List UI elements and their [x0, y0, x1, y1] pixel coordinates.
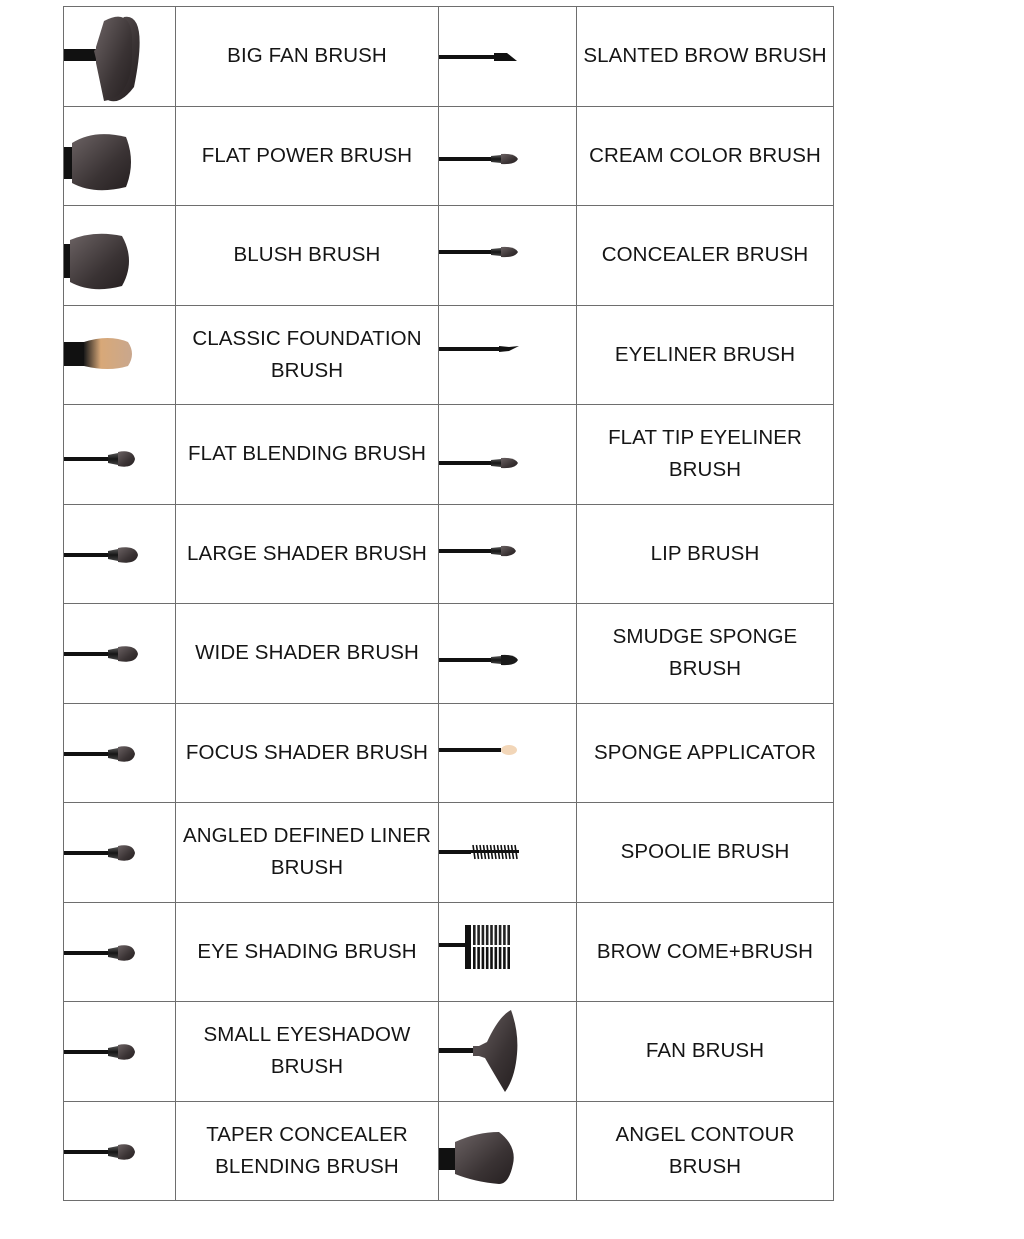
slanted-brow-brush-icon — [439, 7, 576, 105]
wide-shader-brush-icon — [64, 604, 175, 702]
small-eyeshadow-brush-icon — [64, 1002, 175, 1100]
left-brush-label-cell — [176, 206, 439, 306]
brush-name: FLAT POWER BRUSH — [201, 143, 413, 167]
table-row — [64, 206, 834, 306]
brush-name: SPOOLIE BRUSH — [620, 840, 790, 864]
brush-name: CLASSIC FOUNDATION BRUSH — [192, 326, 422, 382]
brush-name: LIP BRUSH — [650, 541, 760, 565]
brush-name: CONCEALER BRUSH — [601, 243, 809, 267]
brush-name: FAN BRUSH — [645, 1039, 765, 1063]
concealer-brush-icon — [439, 206, 576, 304]
right-brush-image-cell — [439, 7, 577, 107]
brush-name: FLAT BLENDING BRUSH — [187, 442, 427, 466]
brush-name: BIG FAN BRUSH — [227, 44, 387, 68]
lip-brush-icon — [439, 505, 576, 603]
brush-name: ANGLED DEFINED LINER BRUSH — [182, 824, 432, 880]
left-brush-label-cell — [176, 504, 439, 604]
right-brush-image-cell — [439, 803, 577, 903]
brush-name: BROW COME+BRUSH — [596, 939, 814, 963]
left-brush-label-cell — [176, 803, 439, 903]
spoolie-brush-icon — [439, 803, 576, 901]
right-brush-image-cell — [439, 504, 577, 604]
table-row — [64, 902, 834, 1002]
right-brush-image-cell — [439, 1101, 577, 1201]
brow-comb-brush-icon — [439, 903, 576, 1001]
left-brush-image-cell — [64, 803, 176, 903]
table-row — [64, 1002, 834, 1102]
left-brush-image-cell — [64, 1101, 176, 1201]
brush-name: SPONGE APPLICATOR — [594, 740, 816, 764]
table-row — [64, 405, 834, 505]
classic-foundation-brush-icon — [64, 306, 175, 404]
blush-brush-icon — [64, 206, 175, 304]
right-brush-label-cell — [577, 902, 834, 1002]
sponge-applicator-icon — [439, 704, 576, 802]
brush-name: ANGEL CONTOUR BRUSH — [615, 1122, 795, 1178]
focus-shader-brush-icon — [64, 704, 175, 802]
left-brush-image-cell — [64, 206, 176, 306]
right-brush-label-cell — [577, 305, 834, 405]
flat-tip-eyeliner-brush-icon — [439, 405, 576, 503]
angel-contour-brush-icon — [439, 1102, 576, 1200]
eye-shading-brush-icon — [64, 903, 175, 1001]
brush-name: FLAT TIP EYELINER BRUSH — [608, 426, 802, 482]
brush-name: CREAM COLOR BRUSH — [589, 143, 821, 167]
brush-name: FOCUS SHADER BRUSH — [185, 740, 429, 764]
table-row — [64, 7, 834, 107]
left-brush-image-cell — [64, 7, 176, 107]
smudge-sponge-brush-icon — [439, 604, 576, 702]
table-row — [64, 305, 834, 405]
left-brush-image-cell — [64, 1002, 176, 1102]
brush-name: TAPER CONCEALER BLENDING BRUSH — [206, 1122, 408, 1178]
right-brush-label-cell — [577, 803, 834, 903]
flat-power-brush-icon — [64, 107, 175, 205]
right-brush-label-cell — [577, 504, 834, 604]
table-row — [64, 703, 834, 803]
right-brush-image-cell — [439, 305, 577, 405]
flat-blending-brush-icon — [64, 405, 175, 503]
table-row — [64, 1101, 834, 1201]
left-brush-image-cell — [64, 504, 176, 604]
left-brush-image-cell — [64, 106, 176, 206]
right-brush-image-cell — [439, 703, 577, 803]
right-brush-image-cell — [439, 902, 577, 1002]
brush-name: WIDE SHADER BRUSH — [195, 641, 419, 665]
left-brush-label-cell — [176, 902, 439, 1002]
left-brush-image-cell — [64, 902, 176, 1002]
right-brush-image-cell — [439, 106, 577, 206]
large-shader-brush-icon — [64, 505, 175, 603]
left-brush-label-cell — [176, 305, 439, 405]
angled-defined-liner-brush-icon — [64, 803, 175, 901]
table-row — [64, 504, 834, 604]
right-brush-label-cell — [577, 604, 834, 704]
right-brush-label-cell — [577, 206, 834, 306]
table-row — [64, 604, 834, 704]
right-brush-image-cell — [439, 405, 577, 505]
left-brush-image-cell — [64, 305, 176, 405]
left-brush-image-cell — [64, 703, 176, 803]
right-brush-image-cell — [439, 1002, 577, 1102]
right-brush-label-cell — [577, 1002, 834, 1102]
big-fan-brush-icon — [64, 7, 175, 105]
brush-name: SMALL EYESHADOW BRUSH — [203, 1023, 411, 1079]
brush-guide-table — [63, 6, 834, 1201]
left-brush-label-cell — [176, 604, 439, 704]
eyeliner-brush-icon — [439, 306, 576, 404]
right-brush-label-cell — [577, 7, 834, 107]
taper-concealer-blending-brush-icon — [64, 1102, 175, 1200]
brush-name: SLANTED BROW BRUSH — [583, 44, 827, 68]
right-brush-label-cell — [577, 1101, 834, 1201]
left-brush-image-cell — [64, 604, 176, 704]
left-brush-image-cell — [64, 405, 176, 505]
right-brush-label-cell — [577, 106, 834, 206]
left-brush-label-cell — [176, 106, 439, 206]
left-brush-label-cell — [176, 405, 439, 505]
right-brush-label-cell — [577, 703, 834, 803]
brush-name: LARGE SHADER BRUSH — [187, 541, 427, 565]
brush-name: EYE SHADING BRUSH — [197, 939, 417, 963]
right-brush-image-cell — [439, 206, 577, 306]
brush-name: BLUSH BRUSH — [233, 243, 381, 267]
table-row — [64, 106, 834, 206]
fan-brush-icon — [439, 1002, 576, 1100]
right-brush-label-cell — [577, 405, 834, 505]
brush-name: EYELINER BRUSH — [614, 342, 796, 366]
left-brush-label-cell — [176, 7, 439, 107]
cream-color-brush-icon — [439, 107, 576, 205]
table-row — [64, 803, 834, 903]
brush-name: SMUDGE SPONGE BRUSH — [612, 625, 798, 681]
right-brush-image-cell — [439, 604, 577, 704]
left-brush-label-cell — [176, 703, 439, 803]
left-brush-label-cell — [176, 1101, 439, 1201]
left-brush-label-cell — [176, 1002, 439, 1102]
